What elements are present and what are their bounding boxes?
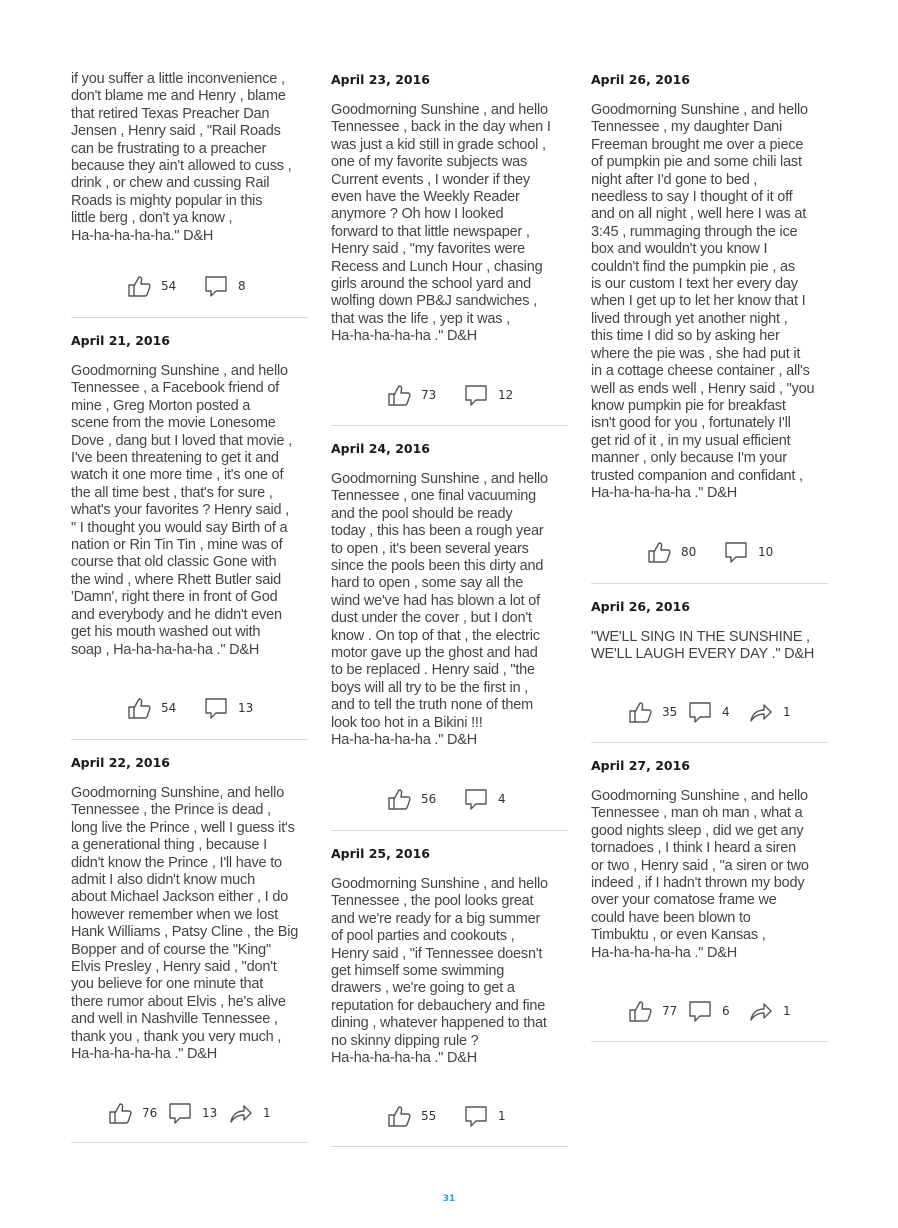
comment-icon: [203, 695, 229, 721]
share-count: 1: [263, 1106, 271, 1120]
comment-button[interactable]: [203, 271, 246, 301]
thumbs-up-icon: [126, 695, 152, 721]
like-button[interactable]: [126, 271, 176, 301]
page-number: 31: [442, 1194, 456, 1204]
post-date: April 26, 2016: [591, 72, 690, 87]
comment-count: 13: [202, 1106, 218, 1120]
post-date: April 26, 2016: [591, 599, 690, 614]
comment-icon: [687, 998, 713, 1024]
share-icon: [748, 699, 774, 725]
post-item: [591, 599, 828, 664]
thumbs-up-icon: [386, 1103, 412, 1129]
like-count: 73: [421, 388, 437, 402]
thumbs-up-icon: [126, 273, 152, 299]
share-button[interactable]: [748, 996, 791, 1026]
comment-count: 4: [498, 792, 506, 806]
comment-count: 6: [722, 1004, 730, 1018]
comment-button[interactable]: [463, 380, 513, 410]
post-date: April 24, 2016: [331, 441, 430, 456]
like-count: 56: [421, 792, 437, 806]
comment-icon: [203, 273, 229, 299]
share-icon: [228, 1100, 254, 1126]
share-button[interactable]: [228, 1098, 271, 1128]
post-item: [71, 755, 308, 1064]
share-count: 1: [783, 705, 791, 719]
thumbs-up-icon: [627, 998, 653, 1024]
comment-button[interactable]: [687, 996, 730, 1026]
thumbs-up-icon: [107, 1100, 133, 1126]
like-count: 54: [161, 279, 177, 293]
post-item: [71, 71, 308, 245]
post-text: Goodmorning Sunshine , and hello Tennessee , man oh man , what a good nights sleep , did we get any tornadoes , I think I heard a siren or two , Henry said , "a siren or two indeed , if I hadn't thrown my body over your comatose frame we could have been blown to Timbuktu , or even Kansas , Ha-ha-ha-ha-ha ." D&H: [591, 788, 809, 961]
post-text: Goodmorning Sunshine , and hello Tennessee , my daughter Dani Freeman brought me over a piece of pumpkin pie and some chili last night after I'd gone to bed , needless to say I thought of it off and on all night , well here I was at 3:45 , rummaging through the ice box and wouldn't you know I couldn't find the pumpkin pie , as is our custom I text her every day when I get up to let her know that I lived through yet another night , this time I did so by asking her where the pie was , she had put it in a cottage cheese container , all's well as ends well , Henry said , "you know pumpkin pie for breakfast isn't good for you , fortunately I'll get rid of it , in my usual efficient manner , only because I'm your trusted companion and confidant , Ha-ha-ha-ha-ha ." D&H: [591, 102, 815, 501]
like-count: 54: [161, 701, 177, 715]
like-button[interactable]: [386, 784, 436, 814]
divider: [331, 425, 568, 426]
post-stats: [331, 1101, 568, 1131]
comment-button[interactable]: [463, 1101, 506, 1131]
comment-button[interactable]: [723, 537, 773, 567]
post-stats: [591, 697, 828, 727]
post-item: [71, 333, 308, 659]
post-date: April 21, 2016: [71, 333, 170, 348]
post-date: April 27, 2016: [591, 758, 690, 773]
comment-button[interactable]: [203, 693, 253, 723]
share-count: 1: [783, 1004, 791, 1018]
divider: [71, 317, 308, 318]
share-button[interactable]: [748, 697, 791, 727]
divider: [331, 830, 568, 831]
post-date: April 22, 2016: [71, 755, 170, 770]
divider: [591, 1041, 828, 1042]
comment-button[interactable]: [463, 784, 506, 814]
post-text: "WE'LL SING IN THE SUNSHINE , WE'LL LAUGH EVERY DAY ." D&H: [591, 629, 815, 663]
comment-icon: [167, 1100, 193, 1126]
post-item: [331, 441, 568, 750]
post-stats: [71, 693, 308, 723]
divider: [591, 742, 828, 743]
thumbs-up-icon: [646, 539, 672, 565]
post-stats: [71, 1098, 308, 1128]
comment-count: 1: [498, 1109, 506, 1123]
like-button[interactable]: [646, 537, 696, 567]
post-stats: [331, 784, 568, 814]
post-text: Goodmorning Sunshine , and hello Tennessee , one final vacuuming and the pool should be ready today , this has been a rough year to open , it's been several years since the pools been this dirty and hard to open , some say all the wind we've had has blown a lot of dust under the cover , but I don't know . On top of that , the electric motor gave up the ghost and had to be replaced . Henry said , "the boys will all try to be the first in , and to tell the truth none of them look too hot in a Bikini !!! Ha-ha-ha-ha-ha ." D&H: [331, 471, 548, 749]
like-button[interactable]: [107, 1098, 157, 1128]
post-text: Goodmorning Sunshine, and hello Tennessee , the Prince is dead , long live the Prince , well I guess it's a generational thing , because I didn't know the Prince , I'll have to admit I also didn't know much about Michael Jackson either , I do however remember when we lost Hank Williams , Patsy Cline , the Big Bopper and of course the "King" Elvis Presley , Henry said , "don't you believe for one minute that there rumor about Elvis , he's alive and well in Nashville Tennessee , thank you , thank you very much , Ha-ha-ha-ha-ha ." D&H: [71, 785, 299, 1063]
thumbs-up-icon: [386, 382, 412, 408]
like-button[interactable]: [386, 1101, 436, 1131]
post-text: Goodmorning Sunshine , and hello Tennessee , a Facebook friend of mine , Greg Morton posted a scene from the movie Lonesome Dove , dang but I loved that movie , I've been threatening to get it and watch it one more time , it's one of the all time best , that's for sure , what's your favorites ? Henry said , " I thought you would say Birth of a nation or Rin Tin Tin , mine was of course that old classic Gone with the wind , where Rhett Butler said 'Damn', right there in front of God and everybody and he didn't even get his mouth washed out with soap , Ha-ha-ha-ha-ha ." D&H: [71, 363, 292, 658]
comment-icon: [463, 1103, 489, 1129]
post-text: Goodmorning Sunshine , and hello Tennessee , the pool looks great and we're ready for a big summer of pool parties and cookouts , Henry said , "if Tennessee doesn't get himself some swimming drawers , we're going to get a reputation for debauchery and fine dining , whatever happened to that no skinny dipping rule ? Ha-ha-ha-ha-ha ." D&H: [331, 876, 548, 1067]
like-count: 80: [681, 545, 697, 559]
comment-count: 10: [758, 545, 774, 559]
thumbs-up-icon: [627, 699, 653, 725]
like-count: 35: [662, 705, 678, 719]
like-count: 76: [142, 1106, 158, 1120]
post-date: April 25, 2016: [331, 846, 430, 861]
comment-icon: [463, 382, 489, 408]
comment-count: 13: [238, 701, 254, 715]
like-button[interactable]: [627, 697, 677, 727]
divider: [71, 1142, 308, 1143]
share-icon: [748, 998, 774, 1024]
divider: [331, 1146, 568, 1147]
post-item: [331, 72, 568, 346]
comment-button[interactable]: [167, 1098, 217, 1128]
post-stats: [591, 996, 828, 1026]
post-text: if you suffer a little inconvenience , don't blame me and Henry , blame that retired Texas Preacher Dan Jensen , Henry said , "Rail Roads can be frustrating to a preacher because they ain't allowed to cuss , drink , or chew and cussing Rail Roads is mighty popular in this little berg , don't ya know , Ha-ha-ha-ha-ha." D&H: [71, 71, 292, 244]
post-stats: [591, 537, 828, 567]
comment-icon: [463, 786, 489, 812]
like-count: 77: [662, 1004, 678, 1018]
comment-count: 8: [238, 279, 246, 293]
like-button[interactable]: [627, 996, 677, 1026]
divider: [591, 583, 828, 584]
post-item: [331, 846, 568, 1067]
comment-icon: [723, 539, 749, 565]
post-item: [591, 758, 828, 962]
post-item: [591, 72, 828, 502]
post-stats: [71, 271, 308, 301]
divider: [71, 739, 308, 740]
like-count: 55: [421, 1109, 437, 1123]
post-stats: [331, 380, 568, 410]
post-text: Goodmorning Sunshine , and hello Tennessee , back in the day when I was just a kid still in grade school , one of my favorite subjects was Current events , I wonder if they even have the Weekly Reader anymore ? Oh how I looked forward to that little newspaper , Henry said , "my favorites were Recess and Lunch Hour , chasing girls around the school yard and wolfing down PB&J sandwiches , that was the life , yep it was , Ha-ha-ha-ha-ha ." D&H: [331, 102, 551, 345]
thumbs-up-icon: [386, 786, 412, 812]
comment-icon: [687, 699, 713, 725]
like-button[interactable]: [126, 693, 176, 723]
comment-count: 12: [498, 388, 514, 402]
like-button[interactable]: [386, 380, 436, 410]
comment-count: 4: [722, 705, 730, 719]
comment-button[interactable]: [687, 697, 730, 727]
post-date: April 23, 2016: [331, 72, 430, 87]
